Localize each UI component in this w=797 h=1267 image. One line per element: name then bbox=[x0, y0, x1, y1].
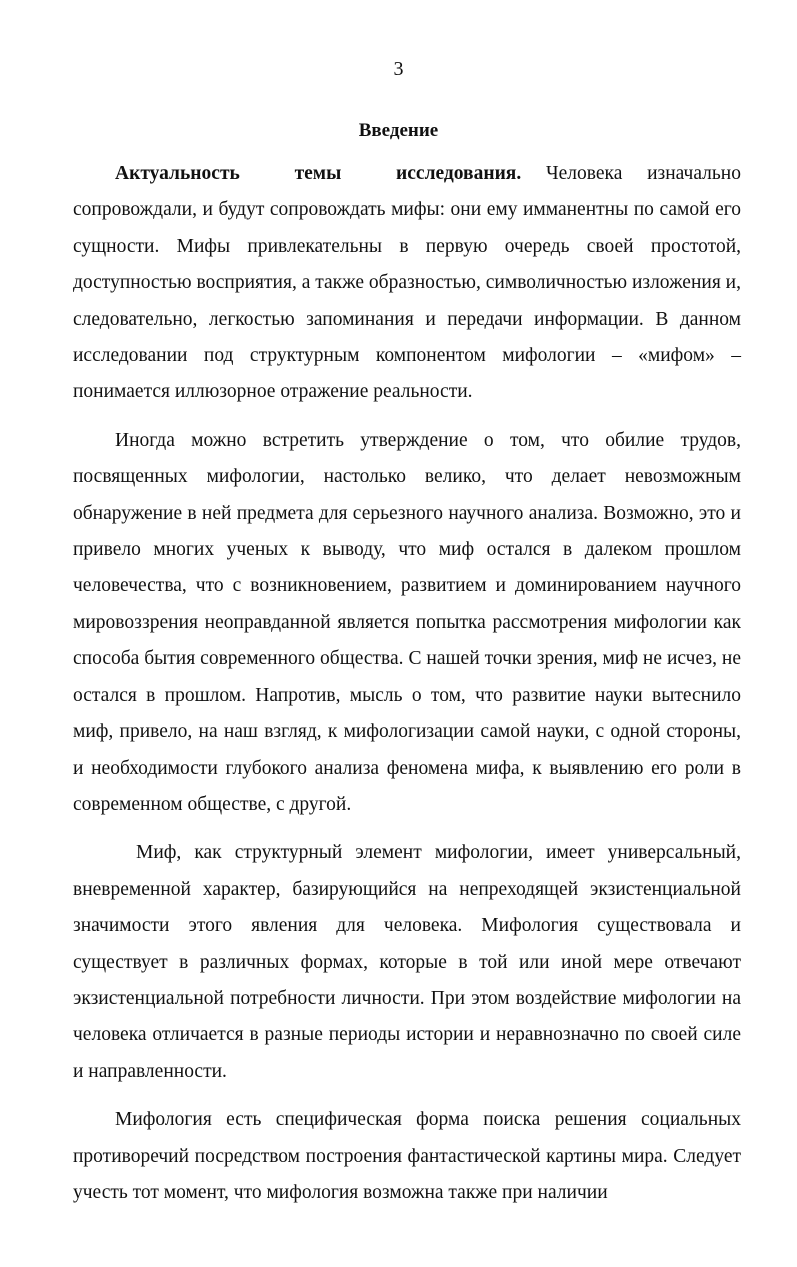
section-heading: Введение bbox=[358, 120, 439, 141]
paragraph-myth-universal: Миф, как структурный элемент мифологии, имеет универсальный, вневременной характер, базирующийся на непреходящей экзистенциальной значимости этого явления для человека. Мифология существовала и существует в различных формах, которые в той или иной мере отвечают экзистенциальной потребности личности. При этом воздействие мифологии на человека отличается в разные периоды истории и неравнозначно по своей силе и направленности. bbox=[73, 842, 741, 1082]
relevance-text: Человека изначально сопровождали, и будут сопровождать мифы: они ему имманентны по самой его сущности. Мифы привлекательны в первую очередь своей простотой, доступностью восприятия, а также образностью, символичностью изложения и, следовательно, легкостью запоминания и передачи информации. В данном исследовании под структурным компонентом мифологии – «мифом» – понимается иллюзорное отражение реальности. bbox=[73, 163, 741, 403]
paragraph-myth-in-science: Иногда можно встретить утверждение о том, что обилие трудов, посвященных мифологии, настолько велико, что делает невозможным обнаружение в ней предмета для серьезного научного анализа. Возможно, это и привело многих ученых к выводу, что миф остался в далеком прошлом человечества, что с возникновением, развитием и доминированием научного мировоззрения неоправданной является попытка рассмотрения мифологии как способа бытия современного общества. С нашей точки зрения, миф не исчез, не остался в прошлом. Напротив, мысль о том, что развитие науки вытеснило миф, привело, на наш взгляд, к мифологизации самой науки, с одной стороны, и необходимости глубокого анализа феномена мифа, к выявлению его роли в современном обществе, с другой. bbox=[73, 429, 741, 815]
paragraph-mythology-definition: Мифология есть специфическая форма поиска решения социальных противоречий посредством построения фантастической картины мира. Следует учесть тот момент, что мифология возможна также при наличии bbox=[73, 1109, 741, 1203]
page-number: 3 bbox=[393, 58, 404, 80]
relevance-lead: Актуальность темы исследования. bbox=[115, 163, 522, 184]
paragraph-relevance bbox=[73, 156, 741, 411]
body-text bbox=[73, 156, 741, 1223]
